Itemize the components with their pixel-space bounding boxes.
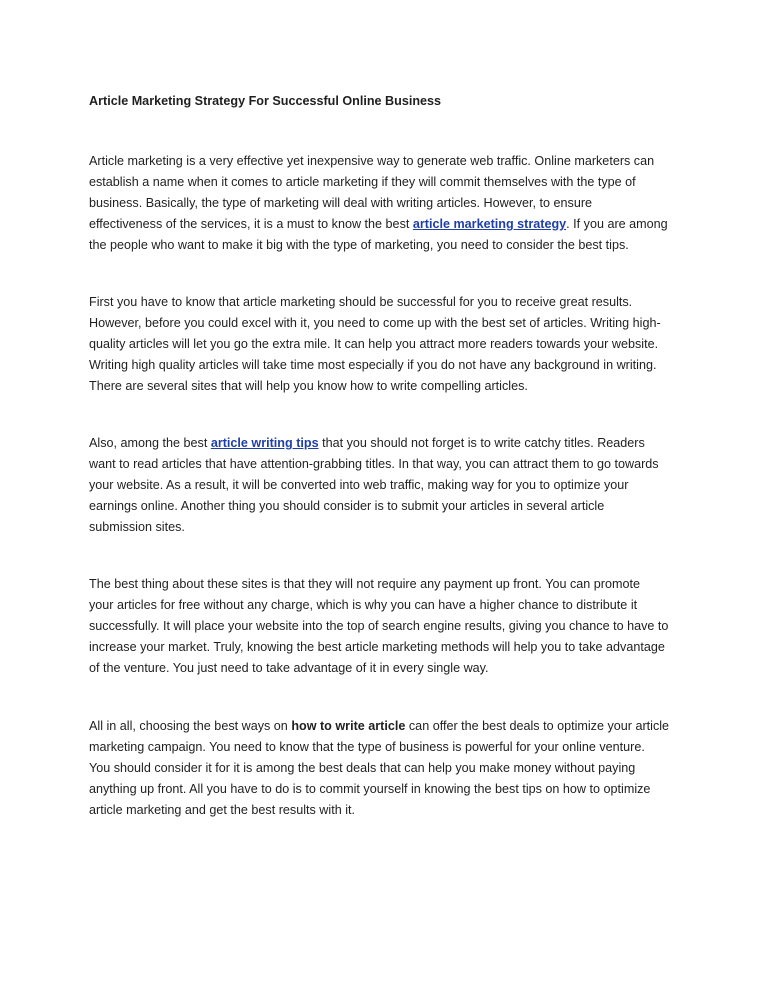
text-line: establish a name when it comes to article marketing if they will commit themselves with the type of	[89, 175, 636, 189]
text-line	[89, 433, 684, 454]
text-line	[89, 214, 684, 235]
text-line: anything up front. All you have to do is to commit yourself in knowing the best tips on how to optimize	[89, 782, 651, 796]
paragraph-4	[89, 574, 684, 679]
text-segment: effectiveness of the services, it is a must to know the best	[89, 217, 413, 231]
article-marketing-strategy-link[interactable]: article marketing strategy	[412, 217, 567, 231]
text-line: earnings online. Another thing you should consider is to submit your articles in several article	[89, 499, 605, 513]
text-segment: that you should not forget is to write catchy titles. Readers	[318, 436, 645, 450]
document-title: Article Marketing Strategy For Successful Online Business	[89, 94, 442, 108]
text-line: successfully. It will place your website into the top of search engine results, giving you chance to have to	[89, 619, 669, 633]
paragraph-3	[89, 433, 684, 538]
text-line: of the venture. You just need to take advantage of it in every single way.	[89, 661, 489, 675]
text-line: article marketing and get the best results with it.	[89, 803, 355, 817]
text-line: submission sites.	[89, 520, 185, 534]
text-line: the people who want to make it big with the type of marketing, you need to consider the best tips.	[89, 238, 629, 252]
paragraph-5	[89, 716, 684, 821]
text-line: The best thing about these sites is that they will not require any payment up front. You can promote	[89, 577, 640, 591]
text-segment: All in all, choosing the best ways on	[89, 719, 292, 733]
text-line: Writing high quality articles will take time most especially if you do not have any background in writing.	[89, 358, 657, 372]
text-line: There are several sites that will help you know how to write compelling articles.	[89, 379, 528, 393]
text-line: want to read articles that have attention-grabbing titles. In that way, you can attract them to go towards	[89, 457, 659, 471]
paragraph-2	[89, 292, 684, 397]
paragraph-1	[89, 151, 684, 256]
text-line: First you have to know that article marketing should be successful for you to receive great results.	[89, 295, 633, 309]
text-line: Article marketing is a very effective yet inexpensive way to generate web traffic. Online marketers can	[89, 154, 655, 168]
text-line: your website. As a result, it will be converted into web traffic, making way for you to optimize your	[89, 478, 629, 492]
text-line: However, before you could excel with it, you need to come up with the best set of articles. Writing high-	[89, 316, 661, 330]
text-line: business. Basically, the type of marketing will deal with writing articles. However, to ensure	[89, 196, 593, 210]
text-line	[89, 716, 684, 737]
text-line: increase your market. Truly, knowing the best article marketing methods will help you to take advantage	[89, 640, 665, 654]
text-line: your articles for free without any charge, which is why you can have a higher chance to distribute it	[89, 598, 638, 612]
text-line: marketing campaign. You need to know that the type of business is powerful for your online venture.	[89, 740, 645, 754]
text-line: You should consider it for it is among the best deals that can help you make money without paying	[89, 761, 636, 775]
article-writing-tips-link[interactable]: article writing tips	[210, 436, 319, 450]
text-segment: can offer the best deals to optimize your article	[405, 719, 670, 733]
text-line: quality articles will let you go the extra mile. It can help you attract more readers towards your website.	[89, 337, 659, 351]
text-segment: . If you are among	[566, 217, 668, 231]
text-segment: Also, among the best	[89, 436, 211, 450]
bold-phrase: how to write article	[291, 719, 406, 733]
